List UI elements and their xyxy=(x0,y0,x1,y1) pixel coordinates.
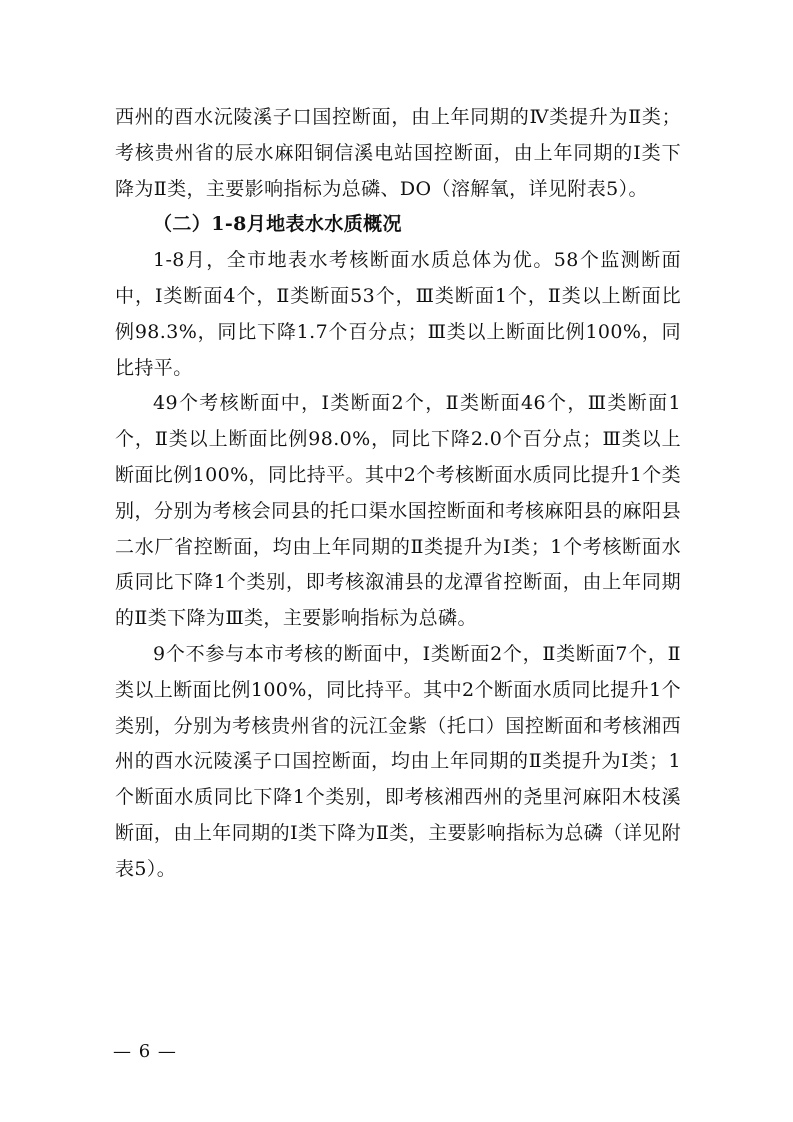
paragraph-non-assessed-sections: 9个不参与本市考核的断面中，Ⅰ类断面2个，Ⅱ类断面7个，Ⅱ类以上断面比例100%，同比持平。其中2个断面水质同比提升1个类别，分别为考核贵州省的沅江金紫（托口）国控断面和考核湘西州的酉水沅陵溪子口国控断面，均由上年同期的Ⅱ类提升为Ⅰ类；1个断面水质同比下降1个类别，即考核湘西州的尧里河麻阳木枝溪断面，由上年同期的Ⅰ类下降为Ⅱ类，主要影响指标为总磷（详见附表5）。 xyxy=(115,642,681,880)
section-heading: （二）1-8月地表水水质概况 xyxy=(153,213,402,236)
paragraph-overview: 1-8月，全市地表水考核断面水质总体为优。58个监测断面中，Ⅰ类断面4个，Ⅱ类断面53个，Ⅲ类断面1个，Ⅱ类以上断面比例98.3%，同比下降1.7个百分点；Ⅲ类以上断面比例100%，同比持平。 xyxy=(115,249,681,379)
paragraph-assessed-sections: 49个考核断面中，Ⅰ类断面2个，Ⅱ类断面46个，Ⅲ类断面1个，Ⅱ类以上断面比例98.0%，同比下降2.0个百分点；Ⅲ类以上断面比例100%，同比持平。其中2个考核断面水质同比提升1个类别，分别为考核会同县的托口渠水国控断面和考核麻阳县的麻阳县二水厂省控断面，均由上年同期的Ⅱ类提升为Ⅰ类；1个考核断面水质同比下降1个类别，即考核溆浦县的龙潭省控断面，由上年同期的Ⅱ类下降为Ⅲ类，主要影响指标为总磷。 xyxy=(115,392,681,630)
paragraph-continuation: 西州的酉水沅陵溪子口国控断面，由上年同期的Ⅳ类提升为Ⅱ类；考核贵州省的辰水麻阳铜信溪电站国控断面，由上年同期的Ⅰ类下降为Ⅱ类，主要影响指标为总磷、DO（溶解氧，详见附表5）。 xyxy=(115,106,681,200)
page-number: — 6 — xyxy=(113,1041,177,1062)
document-body xyxy=(115,100,681,888)
